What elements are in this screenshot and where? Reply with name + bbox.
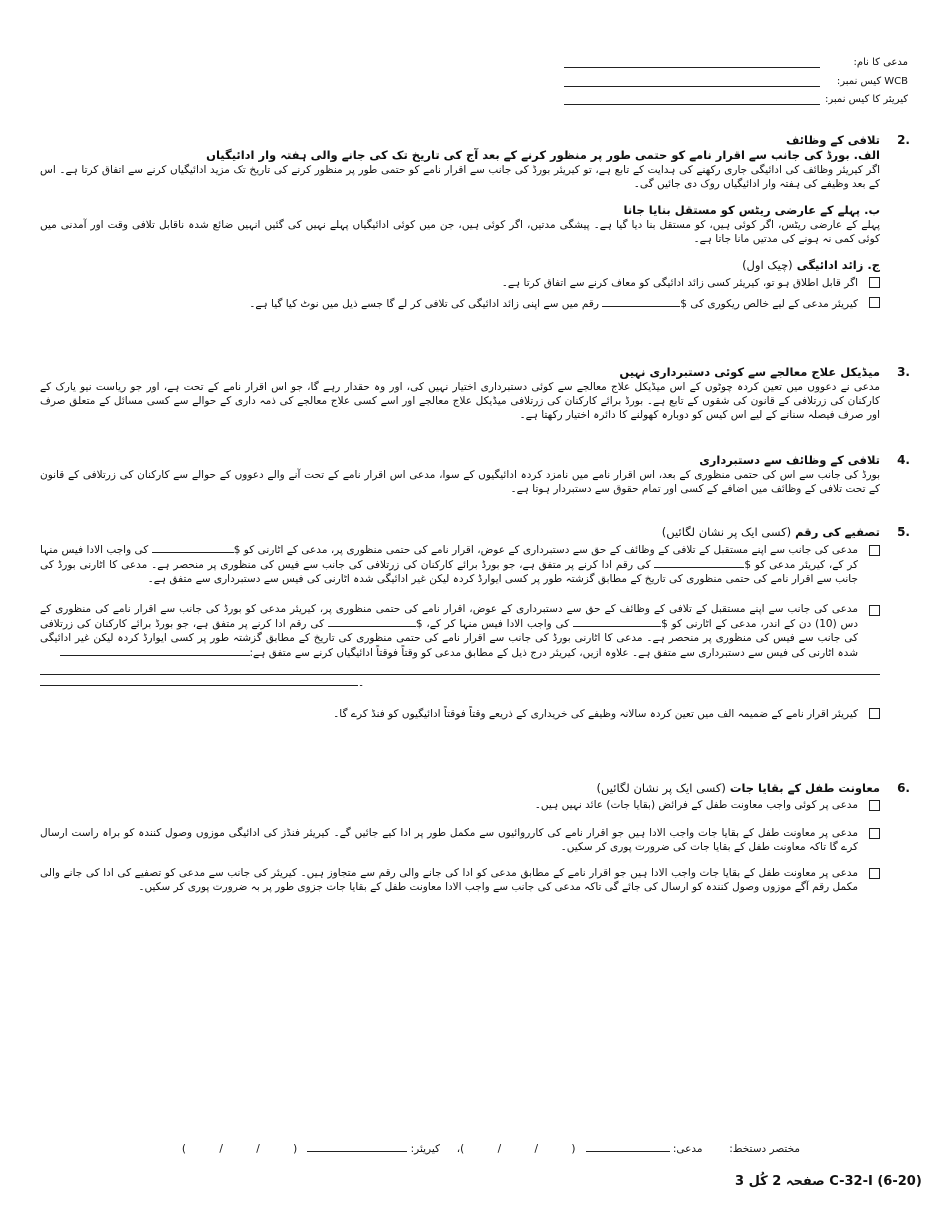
periodic-payments-line-3-row (40, 675, 880, 691)
claimant-name-line[interactable] (564, 55, 820, 68)
section-2c-title-text: ج. زائد ادائیگی (796, 258, 880, 272)
initials-carrier-label: کیریئر: (410, 1143, 441, 1155)
overpayment-option-2 (40, 296, 880, 312)
section-5-title-text: تصفیے کی رقم (795, 525, 880, 539)
attorney-fee-amount-1[interactable] (152, 542, 234, 553)
settlement-option-2 (40, 602, 880, 660)
settlement-option-1-text-c: کی رقم ادا کرنے پر متفق ہے، جو بورڈ برائے کارکنان کی زرتلافی کی جانب سے فیس کی منظوری پر منحصر ہے۔ مدعی کا اٹارنی بورڈ کی جانب سے اقرار نامے کی حتمی منظوری کی تاریخ کے مطابق گزشتہ طور پر کسی ایوارڈ کردہ لیکن غیر ادائیگی شدہ اٹارنی کی فیس سے دستبرداری سے متفق ہے۔ (40, 559, 858, 585)
section-3-text: مدعی نے دعووں میں تعین کردہ چوٹوں کے اس میڈیکل علاج معالجے سے کوئی دستبرداری اختیار نہیں کی، اور وہ حقدار رہے گا، جو اس اقرار نامے کے تحت ہے، اور جو ریاست نیو یارک کے کارکنان کی زرتلافی کے قانون کی شقوں کے تابع ہے۔ بورڈ برائے کارکنان کی زرتلافی میڈیکل علاج معالجے اور اسے کسی علاج معالجے کی ذمہ داری کے حوالے سے کسی مسائل کے متعلق صرف اور صرف فیصلہ سنانے کے لیے اس کیس کو دوبارہ کھولنے کا دائرہ اختیار رکھتا ہے۔ (40, 381, 880, 421)
periodic-payments-line-3[interactable] (40, 675, 358, 686)
claimant-name-label: مدعی کا نام: (853, 57, 908, 68)
section-6-number: 6. (897, 781, 910, 795)
section-2-title: تلافی کے وظائف (786, 133, 880, 147)
settlement-option-2-checkbox[interactable] (869, 605, 880, 616)
claimant-name-field[interactable] (548, 55, 908, 70)
net-recovery-amount-field[interactable] (602, 296, 680, 307)
settlement-option-1-text (40, 542, 858, 586)
section-3 (40, 365, 910, 422)
child-support-option-3-checkbox[interactable] (869, 868, 880, 879)
section-4 (40, 453, 910, 496)
initials-row: مختصر دستخط: مدعی: ( / / )، کیریئر: ( / / ) (181, 1143, 800, 1155)
section-6 (40, 781, 910, 894)
carrier-initials-field[interactable] (307, 1141, 407, 1152)
overpayment-option-2-text (40, 296, 858, 311)
carrier-case-field[interactable] (548, 92, 908, 107)
child-support-option-1-text: مدعی پر کوئی واجب معاونت طفل کے فرائض (بقایا جات) عائد نہیں ہیں۔ (534, 799, 858, 811)
overpayment-option-1 (40, 276, 880, 292)
section-3-title: میڈیکل علاج معالجے سے کوئی دستبرداری نہیں (619, 365, 880, 379)
settlement-option-1 (40, 542, 880, 586)
carrier-case-label: کیریئر کا کیس نمبر: (825, 94, 908, 105)
section-4-title: تلافی کے وظائف سے دستبرداری (699, 453, 880, 467)
overpayment-recover-checkbox[interactable] (869, 297, 880, 308)
section-2b-title: ب. پہلے کے عارضی ریٹس کو مستقل بنایا جانا (623, 203, 880, 217)
settlement-option-3-checkbox[interactable] (869, 708, 880, 719)
section-4-number: 4. (897, 453, 910, 467)
child-support-option-3-text: مدعی پر معاونت طفل کے بقایا جات واجب الادا ہیں جو اقرار نامے کے مطابق مدعی کو ادا کی جانے والی رقم سے متجاوز ہیں۔ کیریئر کی جانب سے مدعی کو تصفیے کی ادا کی جانے والی مکمل رقم آگے موزوں وصول کنندہ کو ارسال کی جائے گی تاکہ مدعی کی جانب سے واجب الادا معاونت طفل کے بقایا جات جزوی طور پر بہ ضرورت پوری کر سکیں۔ (40, 867, 858, 893)
overpayment-waive-checkbox[interactable] (869, 277, 880, 288)
section-6-title-text: معاونت طفل کے بقایا جات (729, 781, 880, 795)
settlement-option-3 (40, 707, 880, 723)
section-5-number: 5. (897, 525, 910, 539)
settlement-option-2-text (40, 602, 858, 660)
claimant-initials-field[interactable] (586, 1141, 670, 1152)
overpayment-option-2-text-b: رقم میں سے اپنی زائد ادائیگی کی تلافی کر لے گا جسے ذیل میں نوٹ کیا گیا ہے۔ (249, 298, 599, 310)
settlement-option-1-text-b: کی واجب الادا فیس منہا کر کے، کیریئر مدعی کو $ (40, 544, 858, 571)
section-6-title (40, 781, 880, 796)
wcb-case-line[interactable] (564, 74, 820, 87)
settlement-option-2-text-c: کی رقم ادا کرنے پر متفق ہے، جو بورڈ برائے کارکنان کی زرتلافی کی جانب سے فیس کی منظوری پر منحصر ہے۔ مدعی کا اٹارنی بورڈ کی جانب سے اقرار نامے کی حتمی منظوری کی تاریخ کے مطابق گزشتہ طور پر کسی ایوارڈ کردہ لیکن غیر ادائیگی شدہ اٹارنی کی فیس سے دستبرداری سے متفق ہے۔ علاوہ ازیں، کیریئر درج ذیل کے مطابق مدعی کو وقتاً فوقتاً ادائیگیاں کرنے سے متفق ہے: (40, 618, 858, 659)
settlement-amount-1[interactable] (654, 557, 744, 568)
child-support-option-2-checkbox[interactable] (869, 828, 880, 839)
settlement-option-1-checkbox[interactable] (869, 545, 880, 556)
child-support-option-2-text: مدعی پر معاونت طفل کے بقایا جات واجب الادا ہیں جو اقرار نامے کی کارروائیوں سے مکمل طور پر ادا کیے جائیں گے۔ کیریئر فنڈز کی ادائیگی موزوں وصول کنندہ کو براہ راست ارسال کرے گا تاکہ معاونت طفل کے بقایا جات کی ضرورت پوری کر سکیں۔ (40, 827, 858, 853)
carrier-case-line[interactable] (564, 92, 820, 105)
section-4-text: بورڈ کی جانب سے اس کی حتمی منظوری کے بعد، اس اقرار نامے میں نامزد کردہ ادائیگیوں کے سوا، مدعی اس اقرار نامے کے تحت آنے والے دعووں کے حوالے سے کارکنان کی زرتلافی کے قانون کے تحت تلافی کے وظائف میں اضافے کے کسی اور تمام حقوق سے دستبردار ہوتا ہے۔ (40, 469, 880, 495)
settlement-option-1-text-a: مدعی کی جانب سے اپنے مستقبل کے تلافی کے وظائف کے حق سے دستبرداری کے عوض، اقرار نامے کی حتمی منظوری پر، مدعی کے اٹارنی کو $ (233, 544, 858, 556)
periodic-payments-field[interactable] (60, 645, 250, 656)
form-footer: C-32-I (6-20) صفحہ 2 کُل 3 (735, 1174, 922, 1189)
section-2a-text: اگر کیریئر وظائف کی ادائیگی جاری رکھنے کی ہدایت کے تابع ہے، تو کیریئر بورڈ کی جانب سے اقرار نامے کو حتمی طور پر منظور کرنے کی تاریخ تک مزید ادائیگیاں کرنے سے اتفاق کرتا ہے۔ اس کے بعد وظیفے کی ہفتہ وار ادائیگیاں روک دی جائیں گی۔ (40, 164, 880, 190)
settlement-option-2-text-a: مدعی کی جانب سے اپنے مستقبل کے تلافی کے وظائف کے حق سے دستبرداری کے عوض، اقرار نامے کی حتمی منظوری پر، کیریئر مدعی کو بورڈ کی جانب سے اقرار نامے کی منظوری کے دس (10) دن کے اندر، مدعی کے اٹارنی کو $ (40, 603, 858, 630)
section-5-title (40, 525, 880, 540)
child-support-option-1 (40, 798, 880, 814)
attorney-fee-amount-2[interactable] (573, 616, 661, 627)
child-support-option-1-checkbox[interactable] (869, 800, 880, 811)
periodic-payments-end: ۔ (358, 677, 365, 689)
wcb-case-field[interactable] (548, 74, 908, 89)
initials-claimant-label: مدعی: (672, 1143, 703, 1155)
section-6-title-note: (کسی ایک پر نشان لگائیں) (596, 781, 726, 795)
overpayment-option-1-text: اگر قابل اطلاق ہو تو، کیریئر کسی زائد ادائیگی کو معاف کرنے سے اتفاق کرتا ہے۔ (501, 277, 858, 289)
section-5 (40, 525, 910, 723)
settlement-option-2-text-b: کی واجب الادا فیس منہا کر کے، $ (415, 618, 570, 630)
child-support-option-3 (40, 866, 880, 894)
section-2-number: 2. (897, 133, 910, 147)
section-5-title-note: (کسی ایک پر نشان لگائیں) (661, 525, 792, 539)
wcb-case-label: WCB کیس نمبر: (836, 76, 908, 87)
section-2c-title-note: (چیک اول) (742, 258, 793, 272)
section-2b-text: پہلے کے عارضی ریٹس، اگر کوئی ہیں، کو مستقل بنا دیا گیا ہے۔ پیشگی مدتیں، اگر کوئی ہیں، جن میں کوئی ادائیگیاں پہلے نہیں کی گئیں انہیں ضائع شدہ ناقابل تلافی وقت اور آمدنی میں کوئی کمی نہ ہونے کی مدتیں مانا جاتا ہے۔ (40, 219, 880, 245)
child-support-option-2 (40, 826, 880, 854)
section-2c-title (40, 258, 880, 273)
periodic-payments-line-2[interactable] (40, 662, 880, 675)
section-3-number: 3. (897, 365, 910, 379)
initials-label: مختصر دستخط: (729, 1143, 800, 1155)
overpayment-option-2-text-a: کیریئر مدعی کے لیے خالص ریکوری کی $ (680, 298, 858, 310)
settlement-amount-2[interactable] (328, 616, 416, 627)
section-2 (40, 133, 910, 312)
settlement-option-3-text: کیریئر اقرار نامے کے ضمیمہ الف میں تعین کردہ سالانہ وظیفے کی خریداری کے ذریعے وقتاً فوقتاً ادائیگیوں کو فنڈ کرے گا۔ (333, 708, 858, 720)
section-2a-title: الف. بورڈ کی جانب سے اقرار نامے کو حتمی طور پر منظور کرنے کے بعد آج کی تاریخ تک کی جانے والی ہفتہ وار ادائیگیاں (206, 148, 880, 162)
